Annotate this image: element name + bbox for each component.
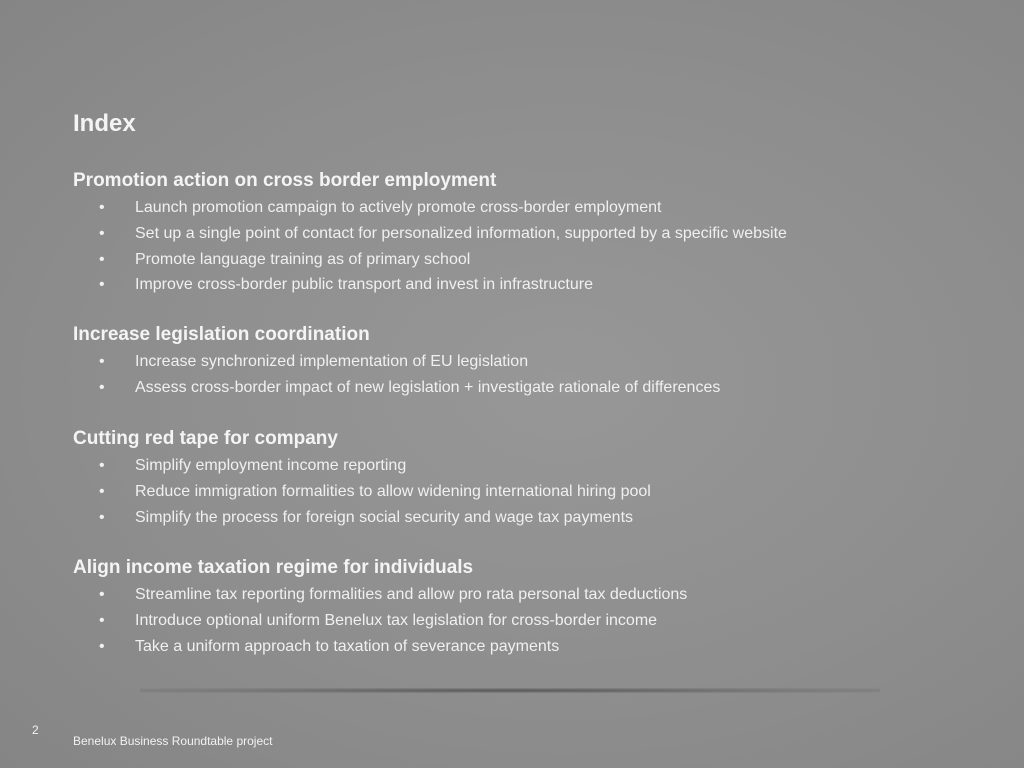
section-red-tape <box>73 427 973 530</box>
bullet-icon: • <box>99 378 105 396</box>
bullet-icon: • <box>99 637 105 655</box>
list-item-text: Improve cross-border public transport and invest in infrastructure <box>135 276 593 294</box>
list-item <box>73 349 973 375</box>
bullet-icon: • <box>99 586 105 603</box>
bullet-icon: • <box>99 482 105 500</box>
list-item <box>73 272 973 298</box>
bullet-icon: • <box>99 611 105 629</box>
bullet-icon: • <box>99 224 105 242</box>
list-item-text: Introduce optional uniform Benelux tax legislation for cross-border income <box>135 611 658 629</box>
bullet-list <box>73 349 973 401</box>
section-heading: Increase legislation coordination <box>73 324 370 345</box>
section-heading: Promotion action on cross border employment <box>73 170 497 191</box>
section-heading: Align income taxation regime for individuals <box>73 557 474 578</box>
slide-title: Index <box>73 110 136 137</box>
bullet-icon: • <box>99 353 105 370</box>
section-heading: Cutting red tape for company <box>73 428 338 449</box>
bullet-list <box>73 582 973 659</box>
page-number: 2 <box>32 723 39 737</box>
list-item-text: Promote language training as of primary school <box>135 250 471 268</box>
list-item <box>73 247 973 273</box>
list-item <box>73 634 973 660</box>
list-item <box>73 479 973 505</box>
list-item-text: Reduce immigration formalities to allow widening international hiring pool <box>135 482 651 500</box>
list-item-text: Streamline tax reporting formalities and allow pro rata personal tax deductions <box>135 586 688 603</box>
divider <box>140 688 880 693</box>
list-item <box>73 375 973 401</box>
list-item <box>73 608 973 634</box>
list-item-text: Assess cross-border impact of new legislation + investigate rationale of differences <box>135 378 721 396</box>
list-item <box>73 453 973 479</box>
list-item-text: Set up a single point of contact for personalized information, supported by a specific website <box>135 224 787 242</box>
bullet-icon: • <box>99 276 105 294</box>
bullet-icon: • <box>99 199 105 216</box>
bullet-icon: • <box>99 508 105 526</box>
list-item-text: Simplify employment income reporting <box>135 457 407 474</box>
list-item <box>73 505 973 531</box>
footer-text: Benelux Business Roundtable project <box>73 734 273 748</box>
list-item <box>73 582 973 608</box>
list-item-text: Launch promotion campaign to actively promote cross-border employment <box>135 199 662 216</box>
list-item-text: Take a uniform approach to taxation of severance payments <box>135 637 560 655</box>
section-promotion <box>73 169 973 298</box>
section-taxation <box>73 556 973 659</box>
bullet-list <box>73 453 973 530</box>
bullet-icon: • <box>99 250 105 268</box>
bullet-icon: • <box>99 457 105 474</box>
list-item-text: Simplify the process for foreign social security and wage tax payments <box>135 508 634 526</box>
section-legislation <box>73 323 973 401</box>
list-item <box>73 221 973 247</box>
bullet-list <box>73 195 973 298</box>
list-item <box>73 195 973 221</box>
list-item-text: Increase synchronized implementation of EU legislation <box>135 353 529 370</box>
